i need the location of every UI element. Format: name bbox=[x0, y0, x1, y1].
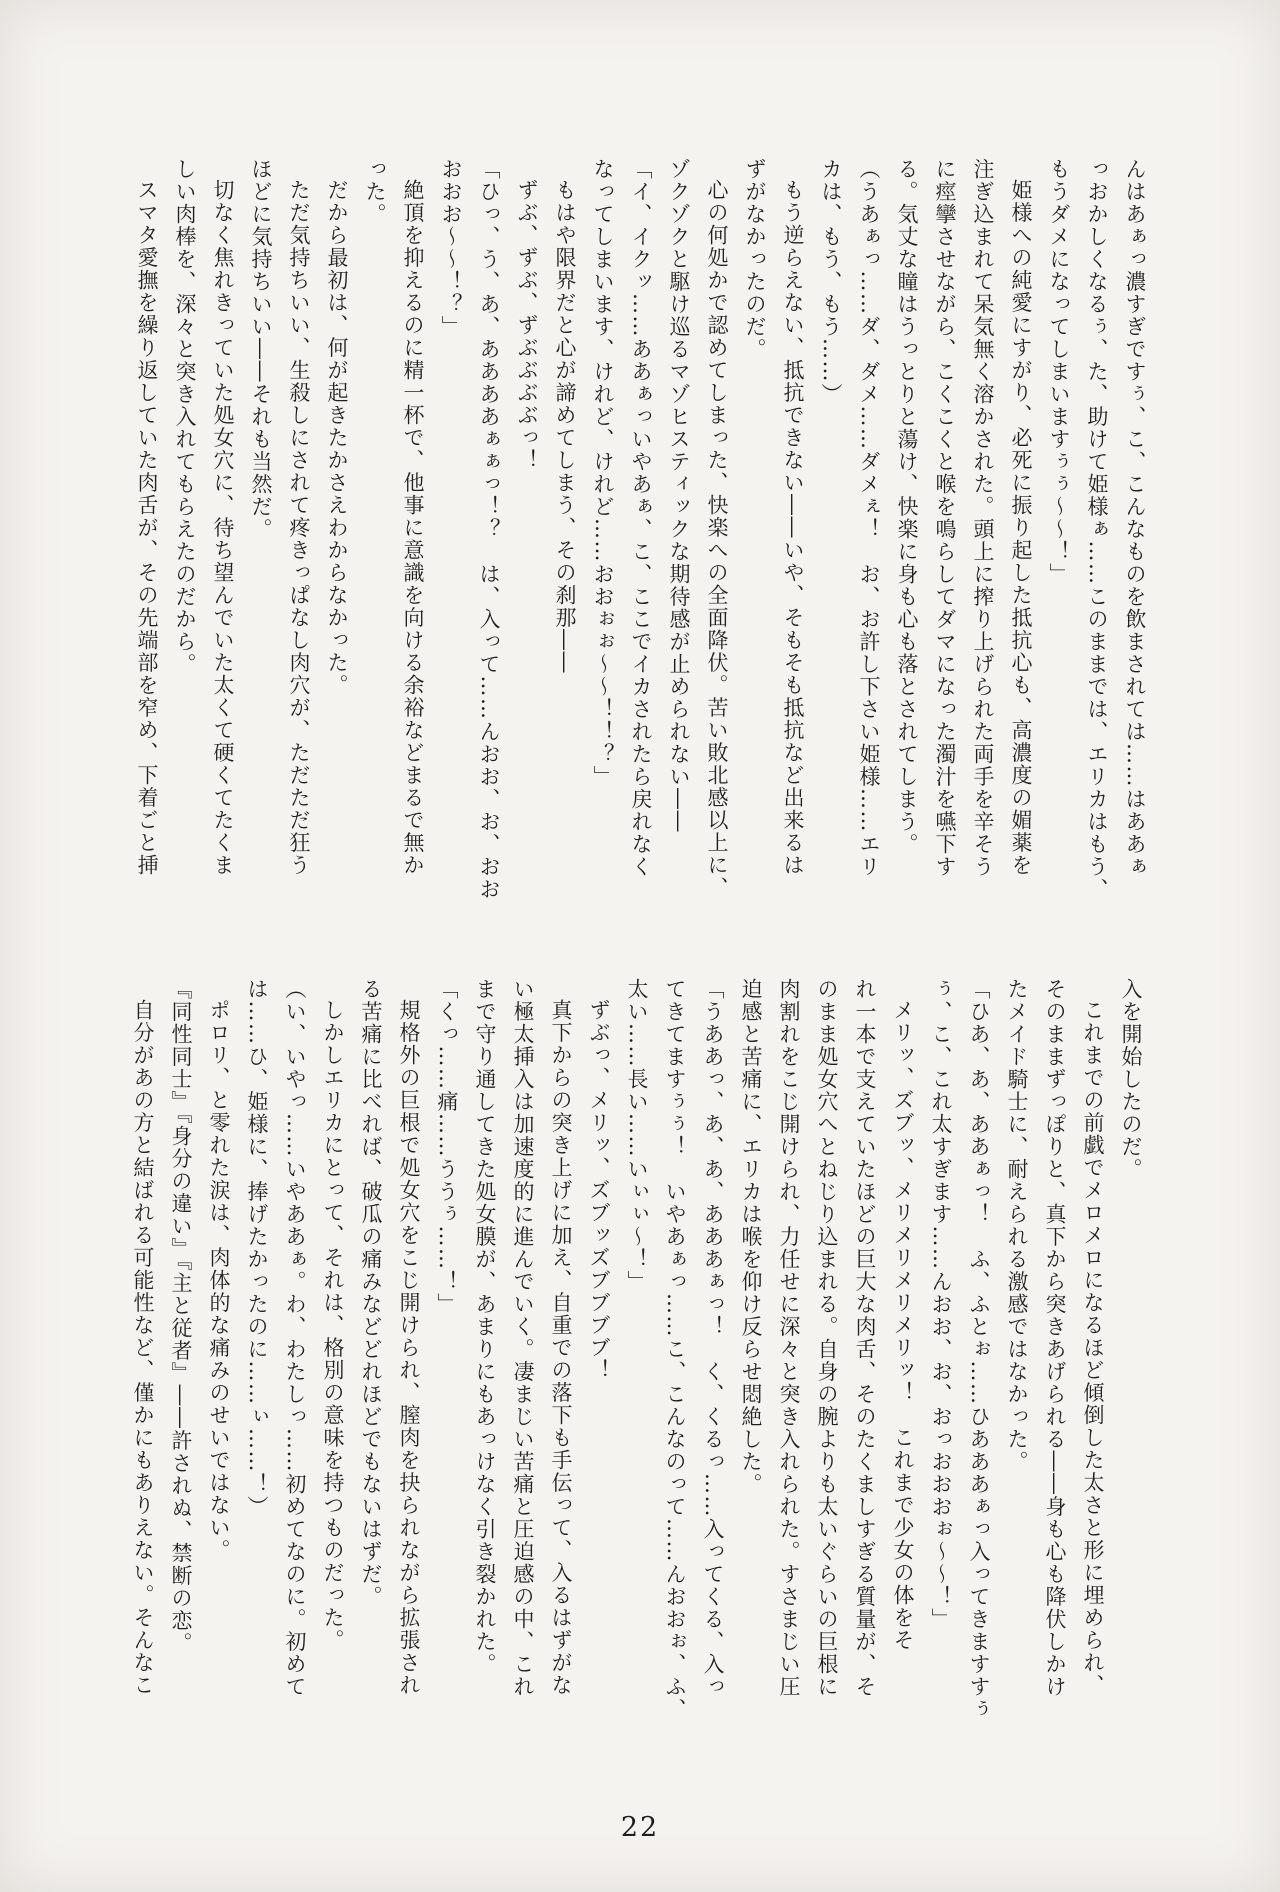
text-column: る。気丈な瞳はうっとりと蕩け、快楽に身も心も落とされてしまう。 bbox=[895, 158, 919, 856]
text-column: は……ひ、姫様に、捧げたかったのに……ぃ……！） bbox=[245, 978, 269, 1518]
text-column: しい肉棒を、深々と突き入れてもらえたのだから。 bbox=[173, 158, 197, 676]
text-column: ただ気持ちいい、生殺しにされて疼きっぱなし肉穴が、ただただ狂う bbox=[287, 179, 311, 877]
text-column: 肉割れをこじ開けられ、力任せに深々と突き入れられた。すさまじい圧 bbox=[777, 978, 801, 1698]
text-column: に痙攣させながら、こくこくと喉を鳴らしてダマになった濁汁を嚥下す bbox=[933, 158, 957, 878]
text-column: だから最初は、何が起きたかさえわからなかった。 bbox=[325, 179, 349, 697]
text-column: 太い……長い……いぃぃ～！」 bbox=[625, 978, 649, 1293]
text-column: 「くっ……痛……ううぅ……！」 bbox=[435, 978, 459, 1316]
text-column: まで守り通してきた処女膜が、あまりにもあっけなく引き裂かれた。 bbox=[473, 978, 497, 1676]
text-column: 「イ、イクッ……ああぁっいやあぁ、こ、ここでイカされたら戻れなく bbox=[629, 158, 653, 878]
text-column: カは、もう、もう……） bbox=[819, 158, 843, 406]
text-column: もうダメになってしまいますぅぅ～～！」 bbox=[1047, 158, 1071, 586]
bottom-text-block bbox=[122, 978, 1150, 1756]
text-column: のまま処女穴へとねじり込まれる。自身の腕よりも太いぐらいの巨根に bbox=[815, 978, 839, 1698]
text-column: 心の何処かで認めてしまった、快楽への全面降伏。苦い敗北感以上に、 bbox=[705, 179, 729, 899]
text-column: 真下からの突き上げに加え、自重での落下も手伝って、入るはずがな bbox=[549, 999, 573, 1697]
text-column: そのままずっぽりと、真下から突きあげられる――身も心も降伏しかけ bbox=[1043, 978, 1067, 1698]
top-text-block bbox=[126, 158, 1154, 940]
text-column: これまでの前戯でメロメロになるほど傾倒した太さと形に埋められ、 bbox=[1081, 999, 1105, 1697]
text-column: ずぶ、ずぶ、ずぶぶぶぶっ！ bbox=[515, 179, 539, 472]
text-column: ずがなかったのだ。 bbox=[743, 158, 767, 361]
text-column: ぅ、こ、これ太すぎます……んおお、お、おっおおおぉ～～！」 bbox=[929, 978, 953, 1631]
text-column: 迫感と苦痛に、エリカは喉を仰け反らせ悶絶した。 bbox=[739, 978, 763, 1496]
text-column: 自分があの方と結ばれる可能性など、僅かにもありえない。そんなこ bbox=[131, 999, 155, 1697]
text-column: 入を開始したのだ。 bbox=[1119, 978, 1143, 1181]
text-column: ポロリ、と零れた涙は、肉体的な痛みのせいではない。 bbox=[207, 999, 231, 1562]
text-column: る苦痛に比べれば、破瓜の痛みなどどれほどでもないはずだ。 bbox=[359, 978, 383, 1608]
text-column: 「ひっ、う、あ、ああああぁぁっ！？ は、入って……んおお、お、おお bbox=[477, 158, 501, 901]
text-column: ゾクゾクと駆け巡るマゾヒスティックな期待感が止められない―― bbox=[667, 158, 691, 833]
page-number: 22 bbox=[620, 1812, 660, 1843]
text-column: 絶頂を抑えるのに精一杯で、他事に意識を向ける余裕などまるで無か bbox=[401, 179, 425, 877]
text-column: 『同性同士』『身分の違い』『主と従者』――許されぬ、禁断の恋。 bbox=[169, 978, 193, 1655]
text-column: もう逆らえない、抵抗できない――いや、そもそも抵抗など出来るは bbox=[781, 179, 805, 877]
text-column: 姫様への純愛にすがり、必死に振り起した抵抗心も、高濃度の媚薬を bbox=[1009, 179, 1033, 877]
text-column: ほどに気持ちいい――それも当然だ。 bbox=[249, 158, 273, 541]
text-column: 切なく焦れきっていた処女穴に、待ち望んでいた太くて硬くてたくま bbox=[211, 179, 235, 877]
text-column: たメイド騎士に、耐えられる激感ではなかった。 bbox=[1005, 978, 1029, 1473]
text-column: てきてますぅぅ！ いやあぁっ……こ、こんなのって……んおおぉ、ふ、 bbox=[663, 978, 687, 1721]
text-column: （うあぁっ……ダ、ダメ……ダメぇ！ お、お許し下さい姫様……エリ bbox=[857, 158, 881, 878]
text-column: しかしエリカにとって、それは、格別の意味を持つものだった。 bbox=[321, 999, 345, 1652]
text-column: ずぶっ、メリッ、ズブッズブブブブ！ bbox=[587, 999, 611, 1382]
text-column: （い、いやっ……いやああぁ。わ、わたしっ……初めてなのに。初めて bbox=[283, 978, 307, 1698]
text-column: 規格外の巨根で処女穴をこじ開けられ、膣肉を抉られながら拡張され bbox=[397, 999, 421, 1697]
text-column: 「うああっ、あ、あ、あああぁっ！ く、くるっ……入ってくる、入っ bbox=[701, 978, 725, 1698]
text-column: っおかしくなるぅ、た、助けて姫様ぁ……このままでは、エリカはもう、 bbox=[1085, 158, 1109, 901]
text-column: スマタ愛撫を繰り返していた肉舌が、その先端部を窄め、下着ごと挿 bbox=[135, 179, 159, 877]
text-column: おおお～～！？」 bbox=[439, 158, 463, 338]
text-column: 「ひあ、あ、ああぁっ！ ふ、ふとぉ……ひあああぁっ入ってきますすぅ bbox=[967, 978, 991, 1721]
text-column: メリッ、ズブッ、メリメリメリメリッ！ これまで少女の体をそ bbox=[891, 999, 915, 1652]
text-column: った。 bbox=[363, 158, 387, 226]
text-column: もはや限界だと心が諦めてしまう、その刹那―― bbox=[553, 179, 577, 674]
text-column: れ一本で支えていたほどの巨大な肉舌、そのたくましすぎる質量が、そ bbox=[853, 978, 877, 1698]
text-column: 注ぎ込まれて呆気無く溶かされた。頭上に搾り上げられた両手を辛そう bbox=[971, 158, 995, 878]
text-column: んはあぁっ濃すぎですぅ、こ、こんなものを飲まされては……はああぁ bbox=[1123, 158, 1147, 878]
text-column: なってしまいます、けれど、けれど……おおぉぉ～～！！？」 bbox=[591, 158, 615, 788]
text-column: い極太挿入は加速度的に進んでいく。凄まじい苦痛と圧迫感の中、これ bbox=[511, 978, 535, 1698]
